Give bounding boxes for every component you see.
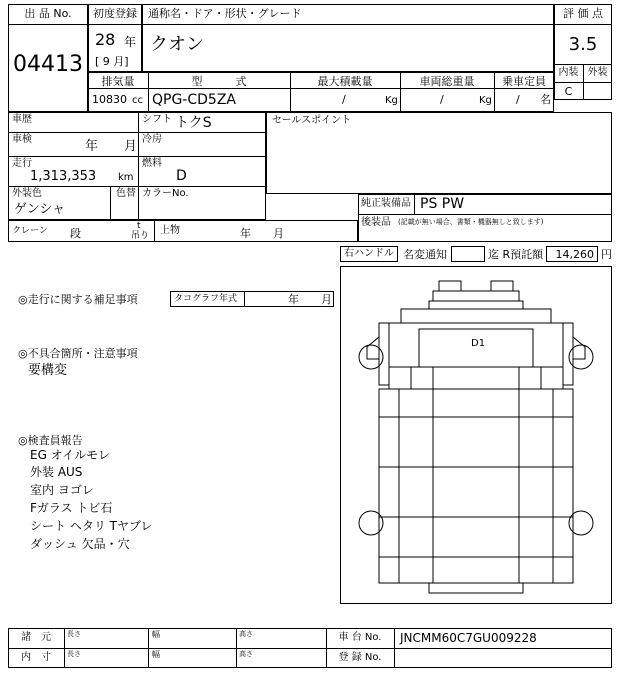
- history-label: 車歴: [12, 114, 32, 125]
- first-registration-label: 初度登録: [93, 7, 137, 20]
- capacity-label: 乗車定員: [502, 75, 546, 88]
- crane-mounted-label: 上物: [160, 225, 180, 236]
- score-value: 3.5: [568, 34, 598, 55]
- fuel-value: D: [176, 168, 187, 184]
- score-label: 評 価 点: [563, 7, 603, 20]
- gross-weight-value: /: [440, 93, 444, 106]
- max-load-value: /: [342, 93, 346, 106]
- height-label: 高さ: [239, 630, 253, 638]
- model-value: QPG-CD5ZA: [152, 92, 236, 108]
- year-unit: 年: [124, 35, 137, 49]
- displacement-unit: cc: [132, 95, 143, 106]
- chassis-number: JNCMM60C7GU009228: [400, 631, 537, 645]
- dimensions-label: 諸 元: [21, 632, 51, 643]
- aftermarket-note: (記載が無い場合、書類・機器無しと致します): [398, 218, 544, 226]
- equipment-value: PS PW: [420, 196, 465, 212]
- vehicle-diagram-box: [340, 266, 612, 604]
- damage-mark-d1: D1: [471, 338, 486, 349]
- fuel-label: 燃料: [142, 158, 162, 169]
- lot-label: 出 品 No.: [24, 7, 72, 20]
- exterior-color: ゲンシャ: [14, 202, 66, 217]
- color-no-label: カラーNo.: [142, 188, 189, 199]
- displacement-value: 10830: [92, 93, 127, 106]
- truck-top-view-diagram: [341, 267, 611, 603]
- defects-label: ◎不具合箇所・注意事項: [18, 347, 138, 360]
- inspector-line: ダッシュ 欠品・穴: [30, 537, 130, 551]
- inspection-label: 車検: [12, 134, 32, 145]
- deposit-label: 迄 R預託額: [488, 248, 544, 261]
- inspection-value: 年 月: [85, 139, 138, 154]
- inspector-line: EG オイルモレ: [30, 448, 111, 462]
- sales-points-label: セールスポイント: [272, 115, 352, 126]
- first-registration-year: 28: [95, 30, 116, 49]
- crane-row: [8, 220, 358, 242]
- max-load-unit: Kg: [385, 95, 398, 106]
- displacement-label: 排気量: [101, 75, 135, 88]
- lot-number: 04413: [13, 52, 83, 77]
- interior-dimensions-label: 内 寸: [21, 652, 51, 663]
- aftermarket-label: 後装品: [361, 217, 391, 228]
- driving-notes-label: ◎走行に関する補足事項: [18, 293, 138, 306]
- crane-label: クレーン: [12, 226, 48, 236]
- tachograph-label: タコグラフ年式: [174, 294, 238, 304]
- equipment-label: 純正装備品: [361, 198, 411, 209]
- steering-value: 右ハンドル: [344, 248, 394, 259]
- crane-tonnage: t: [137, 221, 141, 231]
- model-label: 型 式: [191, 75, 247, 88]
- car-name: クオン: [150, 34, 204, 55]
- inspector-line: 室内 ヨゴレ: [30, 483, 94, 497]
- shift-label: シフト: [142, 114, 172, 125]
- interior-grade: C: [564, 85, 573, 98]
- gross-weight-unit: Kg: [479, 95, 492, 106]
- inspector-line: シート ヘタリ Tヤブレ: [30, 519, 153, 533]
- exterior-grade-label: 外装: [587, 67, 608, 78]
- mileage-value: 1,313,353: [30, 169, 97, 184]
- first-registration-month: [ 9 月]: [95, 55, 129, 68]
- defects-text: 要構変: [28, 363, 68, 378]
- interior-grade-label: 内装: [558, 67, 579, 78]
- name-change-box: [451, 246, 485, 262]
- crane-hoist: 吊り: [131, 231, 150, 241]
- mileage-label: 走行: [12, 158, 32, 169]
- inspector-line: 外装 AUS: [30, 465, 83, 479]
- crane-stage: 段: [70, 227, 81, 240]
- gross-weight-label: 車両総重量: [419, 75, 475, 88]
- color-swap-label: 色替: [116, 188, 136, 199]
- shift-value: トクS: [175, 115, 212, 131]
- tachograph-value: 年 月: [288, 293, 332, 306]
- length-label: 長さ: [67, 650, 81, 658]
- registration-label: 登 録 No.: [338, 652, 382, 663]
- length-label: 長さ: [67, 630, 81, 638]
- deposit-yen: 円: [601, 248, 612, 261]
- name-change-label: 名変通知: [403, 248, 447, 261]
- height-label: 高さ: [239, 650, 253, 658]
- width-label: 幅: [152, 630, 160, 639]
- width-label: 幅: [152, 650, 160, 659]
- exterior-color-label: 外装色: [12, 188, 42, 199]
- car-name-label: 通称名・ドア・形状・グレード: [148, 7, 302, 20]
- ac-label: 冷房: [142, 134, 162, 145]
- inspector-report-label: ◎検査員報告: [18, 434, 83, 447]
- crane-year-month: 年 月: [240, 227, 284, 240]
- deposit-value: 14,260: [555, 248, 594, 261]
- capacity-unit: 名: [540, 93, 551, 106]
- max-load-label: 最大積載量: [317, 75, 373, 88]
- capacity-value: /: [516, 93, 520, 106]
- inspector-line: Fガラス トビ石: [30, 501, 113, 515]
- mileage-unit: km: [118, 172, 134, 183]
- chassis-label: 車 台 No.: [338, 632, 382, 643]
